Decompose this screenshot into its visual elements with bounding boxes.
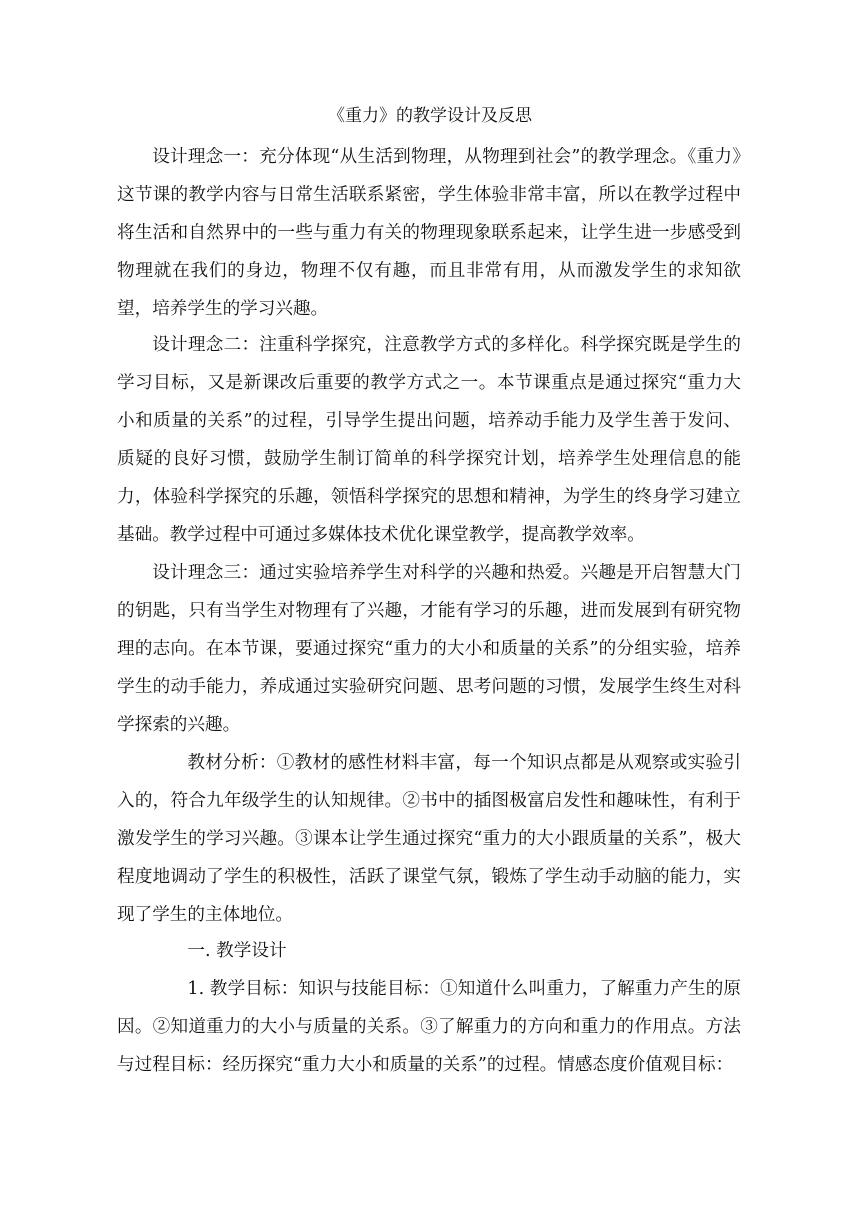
paragraph-design-concept-3: 设计理念三：通过实验培养学生对科学的兴趣和热爱。兴趣是开启智慧大门的钥匙，只有当学生对物理有了兴趣，才能有学习的乐趣，进而发展到有研究物理的志向。在本节课，要通过探究“重力的大小和质量的关系”的分组实验，培养学生的动手能力，养成通过实验研究问题、思考问题的习惯，发展学生终生对科学探索的兴趣。 xyxy=(117,563,741,735)
paragraph-teaching-objectives: 1. 教学目标：知识与技能目标：①知道什么叫重力，了解重力产生的原因。②知道重力的大小与质量的关系。③了解重力的方向和重力的作用点。方法与过程目标：经历探究“重力大小和质量的关系”的过程。情感态度价值观目标： xyxy=(117,979,741,1075)
document-title: 《重力》的教学设计及反思 xyxy=(328,106,532,126)
paragraph-design-concept-1: 设计理念一：充分体现“从生活到物理，从物理到社会”的教学理念。《重力》这节课的教学内容与日常生活联系紧密，学生体验非常丰富，所以在教学过程中将生活和自然界中的一些与重力有关的物理现象联系起来，让学生进一步感受到物理就在我们的身边，物理不仅有趣，而且非常有用，从而激发学生的求知欲望，培养学生的学习兴趣。 xyxy=(117,147,741,319)
section-heading-teaching-design: 一. 教学设计 xyxy=(187,941,287,961)
paragraph-design-concept-2: 设计理念二：注重科学探究，注意教学方式的多样化。科学探究既是学生的学习目标，又是新课改后重要的教学方式之一。本节课重点是通过探究“重力大小和质量的关系”的过程，引导学生提出问题，培养动手能力及学生善于发问、质疑的良好习惯，鼓励学生制订简单的科学探究计划，培养学生处理信息的能力，体验科学探究的乐趣，领悟科学探究的思想和精神，为学生的终身学习建立基础。教学过程中可通过多媒体技术优化课堂教学，提高教学效率。 xyxy=(117,335,741,545)
paragraph-textbook-analysis: 教材分析：①教材的感性材料丰富，每一个知识点都是从观察或实验引入的，符合九年级学生的认知规律。②书中的插图极富启发性和趣味性，有利于激发学生的学习兴趣。③课本让学生通过探究“重力的大小跟质量的关系”，极大程度地调动了学生的积极性，活跃了课堂气氛，锻炼了学生动手动脑的能力，实现了学生的主体地位。 xyxy=(117,753,741,925)
